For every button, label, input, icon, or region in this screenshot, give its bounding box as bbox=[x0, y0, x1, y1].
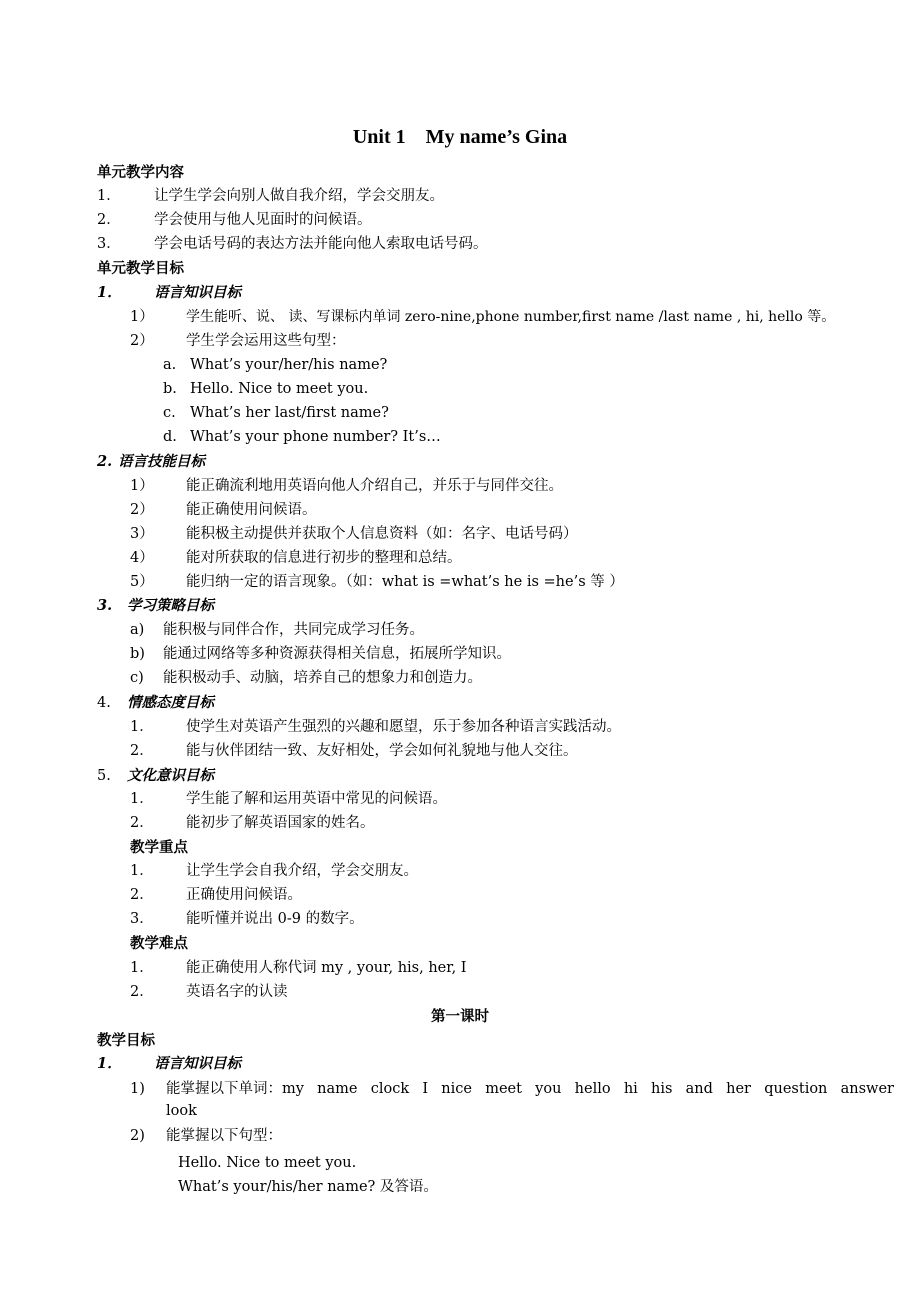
lesson1-item2-num: 2) bbox=[130, 1128, 145, 1144]
goal1-item-text-2: 学生学会运用这些句型： bbox=[186, 333, 346, 349]
word: hello bbox=[574, 1081, 611, 1097]
goal1-item-num-2: 2） bbox=[130, 333, 154, 349]
goals-heading: 单元教学目标 bbox=[97, 260, 184, 277]
words-line-1 bbox=[166, 1078, 894, 1100]
word: his bbox=[651, 1081, 673, 1097]
word: answer bbox=[840, 1081, 894, 1097]
goal1-label: 语言知识目标 bbox=[154, 284, 241, 301]
goal3-item-num-a: a) bbox=[130, 622, 145, 638]
word: you bbox=[535, 1081, 562, 1097]
goal4-item-num-1: 1． bbox=[130, 719, 154, 735]
goal2-item-text-5: 能归纳一定的语言现象。（如：what is =what’s he is =he’s 等 ） bbox=[186, 574, 624, 590]
goal3-item-num-c: c) bbox=[130, 670, 144, 686]
word: nice bbox=[441, 1081, 472, 1097]
goal4-item-num-2: 2． bbox=[130, 743, 154, 759]
unit-name: My name’s Gina bbox=[425, 126, 568, 148]
goal2-item-num-5: 5） bbox=[130, 574, 154, 590]
goal2-num: 2. bbox=[97, 453, 113, 470]
key-point-text-3: 能听懂并说出 0-9 的数字。 bbox=[186, 911, 364, 927]
goal2-item-text-3: 能积极主动提供并获取个人信息资料（如：名字、电话号码） bbox=[186, 526, 578, 542]
difficulty-text-2: 英语名字的认读 bbox=[186, 984, 288, 1000]
word: 能掌握以下单词：my bbox=[166, 1081, 304, 1097]
goal3-item-num-b: b) bbox=[130, 646, 145, 662]
content-num-1: 1． bbox=[97, 188, 121, 204]
key-point-num-1: 1． bbox=[130, 863, 154, 879]
goal2-item-text-2: 能正确使用问候语。 bbox=[186, 502, 317, 518]
goal5-item-text-2: 能初步了解英语国家的姓名。 bbox=[186, 815, 375, 831]
word: hi bbox=[623, 1081, 638, 1097]
goal2-item-text-4: 能对所获取的信息进行初步的整理和总结。 bbox=[186, 550, 462, 566]
content-text-3: 学会电话号码的表达方法并能向他人索取电话号码。 bbox=[154, 236, 488, 252]
lesson1-words-block bbox=[166, 1078, 894, 1122]
pattern-text-d: What’s your phone number? It’s… bbox=[190, 429, 441, 445]
content-text-1: 让学生学会向别人做自我介绍，学会交朋友。 bbox=[154, 188, 444, 204]
goal3-item-text-a: 能积极与同伴合作，共同完成学习任务。 bbox=[163, 622, 424, 638]
key-point-num-3: 3． bbox=[130, 911, 154, 927]
goal1-item-text-1: 学生能听、说、 读、写课标内单词 zero-nine,phone number,first name /last name , hi, hello 等。 bbox=[186, 309, 836, 325]
pattern-text-a: What’s your/her/his name? bbox=[190, 357, 388, 373]
goal3-label: 学习策略目标 bbox=[127, 597, 214, 614]
pattern-num-b: b. bbox=[163, 381, 177, 397]
key-point-num-2: 2． bbox=[130, 887, 154, 903]
goal3-item-text-c: 能积极动手、动脑，培养自己的想象力和创造力。 bbox=[163, 670, 482, 686]
goal2-item-num-2: 2） bbox=[130, 502, 154, 518]
goal1-num: 1． bbox=[97, 284, 122, 301]
word: and bbox=[685, 1081, 713, 1097]
lesson1-goals-heading: 教学目标 bbox=[97, 1032, 155, 1049]
goal4-item-text-2: 能与伙伴团结一致、友好相处，学会如何礼貌地与他人交往。 bbox=[186, 743, 578, 759]
unit-number: Unit 1 bbox=[352, 126, 406, 148]
goal2-label: 语言技能目标 bbox=[118, 453, 205, 470]
goal4-item-text-1: 使学生对英语产生强烈的兴趣和愿望，乐于参加各种语言实践活动。 bbox=[186, 719, 621, 735]
content-num-3: 3． bbox=[97, 236, 121, 252]
key-point-text-2: 正确使用问候语。 bbox=[186, 887, 302, 903]
word: name bbox=[317, 1081, 358, 1097]
goal4-label: 情感态度目标 bbox=[127, 694, 214, 711]
lesson1-goal1-num: 1． bbox=[97, 1055, 122, 1072]
word: meet bbox=[485, 1081, 522, 1097]
goal2-item-num-4: 4） bbox=[130, 550, 154, 566]
words-line-2: look bbox=[166, 1103, 197, 1119]
difficulty-num-2: 2． bbox=[130, 984, 154, 1000]
pattern-text-b: Hello. Nice to meet you. bbox=[190, 381, 369, 397]
key-points-heading: 教学重点 bbox=[130, 839, 188, 856]
goal1-item-num-1: 1） bbox=[130, 309, 154, 325]
pattern-num-c: c. bbox=[163, 405, 176, 421]
content-num-2: 2． bbox=[97, 212, 121, 228]
lesson1-item2-text: 能掌握以下句型： bbox=[166, 1128, 282, 1144]
goal5-label: 文化意识目标 bbox=[127, 767, 214, 784]
key-point-text-1: 让学生学会自我介绍，学会交朋友。 bbox=[186, 863, 418, 879]
word: clock bbox=[370, 1081, 410, 1097]
difficulty-num-1: 1． bbox=[130, 960, 154, 976]
difficulty-text-1: 能正确使用人称代词 my , your, his, her, I bbox=[186, 960, 467, 976]
goal3-item-text-b: 能通过网络等多种资源获得相关信息，拓展所学知识。 bbox=[163, 646, 511, 662]
pattern-num-d: d. bbox=[163, 429, 177, 445]
goal5-item-num-1: 1． bbox=[130, 791, 154, 807]
difficulties-heading: 教学难点 bbox=[130, 935, 188, 952]
goal3-num: 3. bbox=[97, 597, 113, 614]
word: her bbox=[726, 1081, 751, 1097]
goal2-item-text-1: 能正确流利地用英语向他人介绍自己，并乐于与同伴交往。 bbox=[186, 478, 563, 494]
content-heading: 单元教学内容 bbox=[97, 164, 184, 181]
goal4-num: 4. bbox=[97, 695, 111, 711]
lesson1-heading: 第一课时 bbox=[431, 1008, 489, 1025]
lesson1-sentence-1: Hello. Nice to meet you. bbox=[178, 1155, 357, 1171]
goal5-item-num-2: 2． bbox=[130, 815, 154, 831]
content-text-2: 学会使用与他人见面时的问候语。 bbox=[154, 212, 372, 228]
pattern-num-a: a. bbox=[163, 357, 177, 373]
page-title bbox=[0, 124, 920, 150]
word: question bbox=[764, 1081, 828, 1097]
word: I bbox=[422, 1081, 429, 1097]
pattern-text-c: What’s her last/first name? bbox=[190, 405, 389, 421]
lesson1-item1-num: 1) bbox=[130, 1081, 145, 1097]
goal2-item-num-3: 3） bbox=[130, 526, 154, 542]
lesson1-sentence-2: What’s your/his/her name? 及答语。 bbox=[178, 1179, 438, 1195]
goal5-item-text-1: 学生能了解和运用英语中常见的问候语。 bbox=[186, 791, 447, 807]
lesson1-goal1-label: 语言知识目标 bbox=[154, 1055, 241, 1072]
goal5-num: 5. bbox=[97, 768, 111, 784]
goal2-item-num-1: 1） bbox=[130, 478, 154, 494]
